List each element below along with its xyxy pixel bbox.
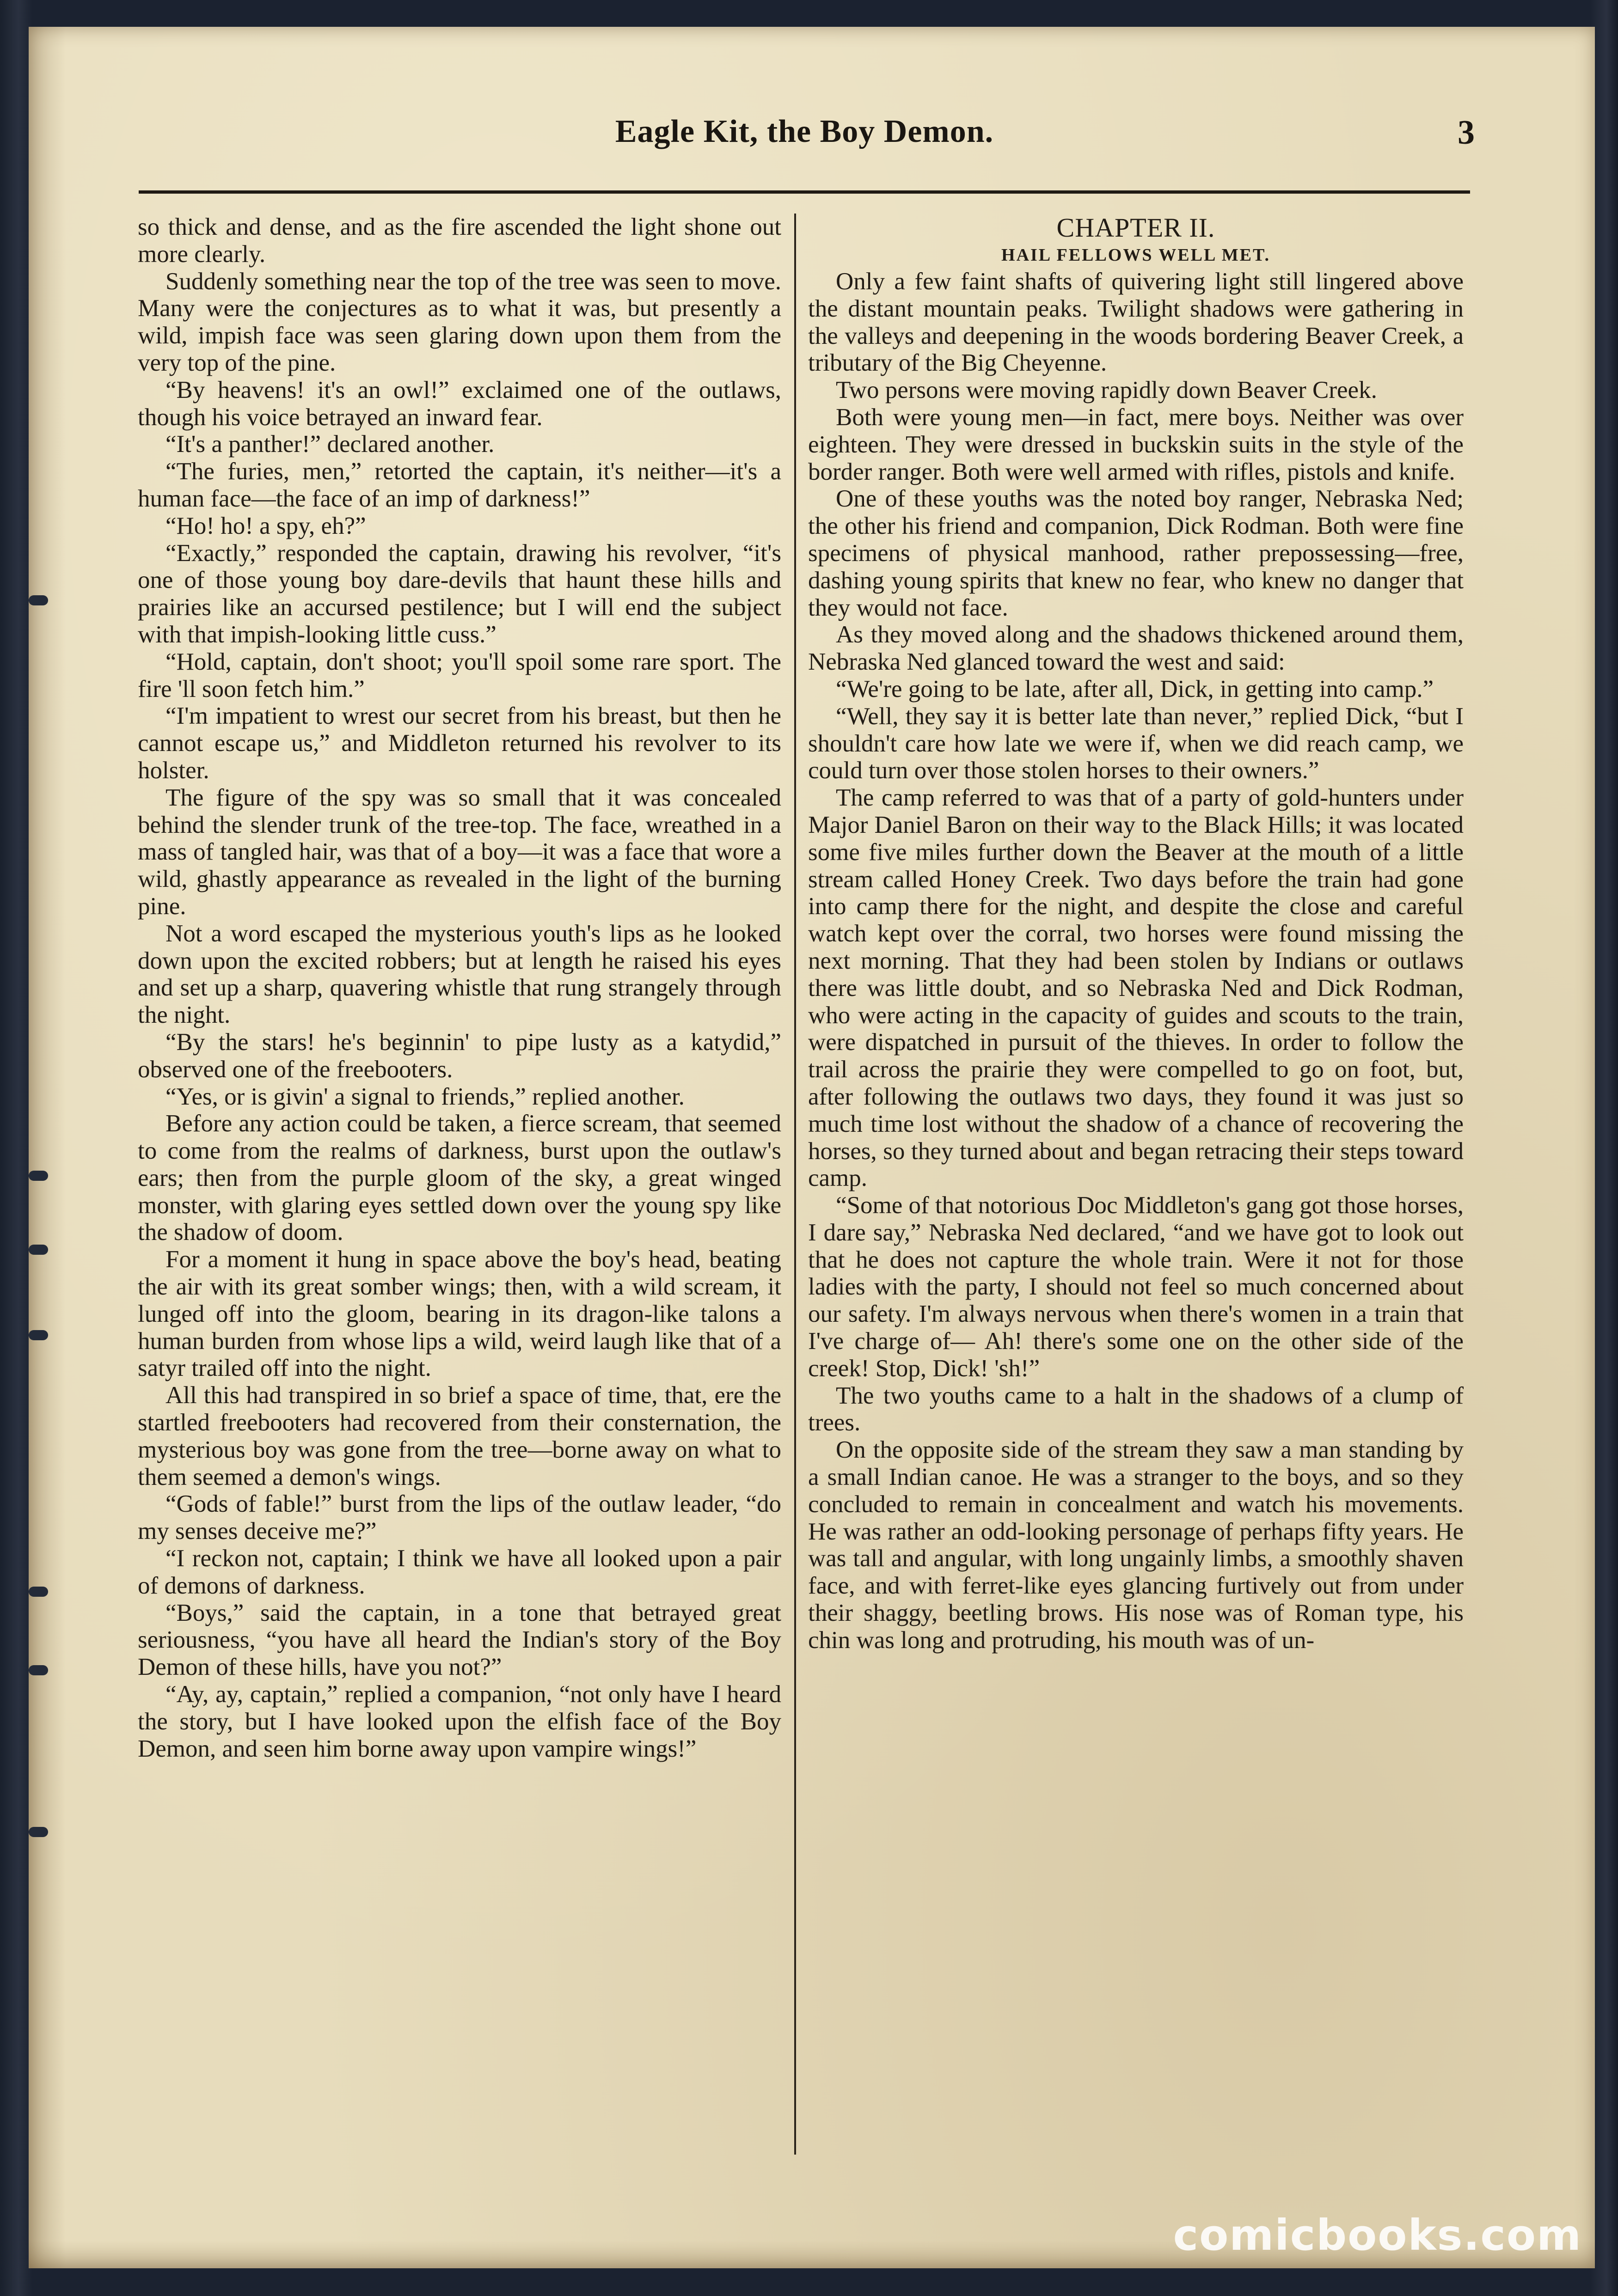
paragraph: “Ay, ay, captain,” replied a companion, “not only have I heard the story, but I have looked upon the elfish face of the Boy Demon, and seen him borne away upon vampire wings!”: [138, 1681, 781, 1762]
paragraph: “The furies, men,” retorted the captain, it's neither—it's a human face—the face of an imp of darkness!”: [138, 458, 781, 512]
paragraph: Both were young men—in fact, mere boys. Neither was over eighteen. They were dressed in buckskin suits in the style of the border ranger. Both were well armed with rifles, pistols and knife.: [808, 403, 1464, 485]
paragraph: “Boys,” said the captain, in a tone that betrayed great seriousness, “you have all heard the Indian's story of the Boy Demon of these hills, have you not?”: [138, 1599, 781, 1681]
paragraph: Two persons were moving rapidly down Beaver Creek.: [836, 377, 1377, 404]
paragraph: The camp referred to was that of a party of gold-hunters under Major Daniel Baron on their way to the Black Hills; it was located some five miles further down the Beaver at the mouth of a little stream called Honey Creek. Two days before the train had gone into camp there for the night, and despite the close and careful watch kept over the corral, two horses were found missing the next morning. That they had been stolen by Indians or outlaws there was little doubt, and so Nebraska Ned and Dick Rodman, who were acting in the capacity of guides and scouts to the train, were dispatched in pursuit of the thieves. In order to follow the trail across the prairie they were compelled to go on foot, but, after following the outlaws two days, they found it was just so much time lost without the shadow of a chance of recovering the horses, so they turned about and began retracing their steps toward camp.: [808, 784, 1464, 1192]
paragraph: One of these youths was the noted boy ranger, Nebraska Ned; the other his friend and companion, Dick Rodman. Both were fine specimens of physical manhood, rather prepossessing—free, dashing young spirits that knew no fear, who knew no danger that they would not face.: [808, 485, 1464, 621]
paragraph: so thick and dense, and as the fire ascended the light shone out more clearly.: [138, 214, 781, 268]
paragraph: “It's a panther!” declared another.: [165, 431, 495, 458]
paragraph: On the opposite side of the stream they saw a man standing by a small Indian canoe. He was a stranger to the boys, and so they concluded to remain in concealment and watch his movements. He was rather an odd-looking personage of perhaps fifty years. He was tall and angular, with long ungainly limbs, a smoothly shaven face, and with ferret-like eyes glancing furtively out from under their shaggy, beetling brows. His nose was of Roman type, his chin was long and protruding, his mouth was of un-: [808, 1436, 1464, 1654]
header-rule: [139, 190, 1470, 194]
binding-hole: [29, 1665, 48, 1675]
paragraph: “Well, they say it is better late than never,” replied Dick, “but I shouldn't care how late we were if, when we did reach camp, we could turn over those stolen horses to their owners.”: [808, 702, 1464, 784]
right-text-column: [808, 214, 1464, 2164]
binding-hole: [29, 1245, 48, 1255]
paragraph: “We're going to be late, after all, Dick, in getting into camp.”: [836, 675, 1434, 702]
chapter-heading: CHAPTER II.: [1056, 214, 1215, 243]
column-divider: [794, 214, 796, 2155]
watermark: comicbooks.com: [1173, 2211, 1582, 2260]
paragraph: “I reckon not, captain; I think we have all looked upon a pair of demons of darkness.: [138, 1545, 781, 1599]
page-number: 3: [1458, 114, 1475, 152]
paragraph: “Some of that notorious Doc Middleton's gang got those horses, I dare say,” Nebraska Ned declared, “and we have got to look out that he does not capture the whole train. Were it not for those ladies with the party, I should not feel so much concerned about our safety. I'm always nervous when there's women in a train that I've charge of— Ah! there's some one on the other side of the creek! Stop, Dick! 'sh!”: [808, 1192, 1464, 1382]
paragraph: “Hold, captain, don't shoot; you'll spoil some rare sport. The fire 'll soon fetch him.”: [138, 648, 781, 702]
paragraph: The figure of the spy was so small that it was concealed behind the slender trunk of the tree-top. The face, wreathed in a mass of tangled hair, was that of a boy—it was a face that wore a wild, ghastly appearance as revealed in the light of the burning pine.: [138, 784, 781, 920]
paragraph: Only a few faint shafts of quivering light still lingered above the distant mountain peaks. Twilight shadows were gathering in the valleys and deepening in the woods bordering Beaver Creek, a tributary of the Big Cheyenne.: [808, 268, 1464, 377]
paragraph: Suddenly something near the top of the tree was seen to move. Many were the conjectures as to what it was, but presently a wild, impish face was seen glaring down upon them from the very top of the pine.: [138, 268, 781, 376]
paragraph: Not a word escaped the mysterious youth's lips as he looked down upon the excited robbers; but at length he raised his eyes and set up a sharp, quavering whistle that rung strangely through the night.: [138, 920, 781, 1029]
paragraph: “Ho! ho! a spy, eh?”: [165, 512, 366, 539]
paragraph: “Exactly,” responded the captain, drawing his revolver, “it's one of those young boy dare-devils that haunt these hills and prairies like an accursed pestilence; but I will end the subject with that impish-looking little cuss.”: [138, 539, 781, 648]
paragraph: For a moment it hung in space above the boy's head, beating the air with its great somber wings; then, with a wild scream, it lunged off into the gloom, bearing in its dragon-like talons a human burden from whose lips a wild, weird laugh like that of a satyr trailed off into the night.: [138, 1246, 781, 1382]
paragraph: “Gods of fable!” burst from the lips of the outlaw leader, “do my senses deceive me?”: [138, 1490, 781, 1545]
chapter-subtitle: HAIL FELLOWS WELL MET.: [1001, 245, 1270, 265]
paragraph: All this had transpired in so brief a space of time, that, ere the startled freebooters had recovered from their consternation, the mysterious boy was gone from the tree—borne away on what to them seemed a demon's wings.: [138, 1382, 781, 1490]
paragraph: “By the stars! he's beginnin' to pipe lusty as a katydid,” observed one of the freebooters.: [138, 1028, 781, 1083]
paragraph: The two youths came to a halt in the shadows of a clump of trees.: [808, 1382, 1464, 1436]
binding-hole: [29, 595, 48, 605]
paragraph: As they moved along and the shadows thickened around them, Nebraska Ned glanced toward the west and said:: [808, 621, 1464, 676]
paragraph: “By heavens! it's an owl!” exclaimed one of the outlaws, though his voice betrayed an inward fear.: [138, 376, 781, 431]
left-text-column: [138, 214, 781, 2164]
page-header: [139, 109, 1475, 164]
paragraph: “Yes, or is givin' a signal to friends,” replied another.: [165, 1083, 685, 1110]
paragraph: Before any action could be taken, a fierce scream, that seemed to come from the realms of darkness, burst upon the outlaw's ears; then from the purple gloom of the sky, a great winged monster, with glaring eyes settled down over the young spy like the shadow of doom.: [138, 1110, 781, 1246]
paragraph: “I'm impatient to wrest our secret from his breast, but then he cannot escape us,” and Middleton returned his revolver to its holster.: [138, 702, 781, 784]
binding-hole: [29, 1827, 48, 1837]
running-title: Eagle Kit, the Boy Demon.: [615, 114, 994, 149]
binding-hole: [29, 1171, 48, 1181]
binding-hole: [29, 1330, 48, 1340]
binding-hole: [29, 1587, 48, 1597]
